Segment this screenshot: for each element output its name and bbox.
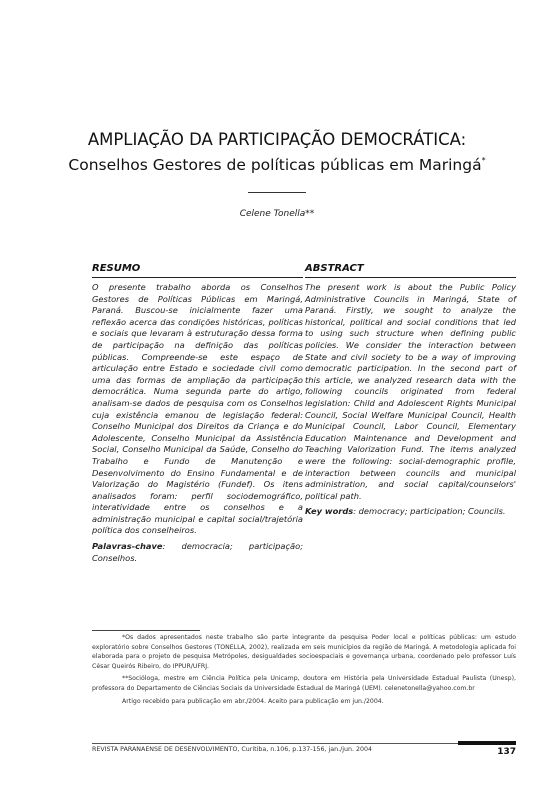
resumo-keywords (92, 541, 303, 564)
footnote-2: **Socióloga, mestre em Ciência Política pela Unicamp, doutora em História pela Universidade Estadual Paulista (Unesp), professora do Departamento de Ciências Sociais da Universidade Estadual de Maringá (UEM). celenetonella@yahoo.com.br (92, 675, 516, 692)
footer-rule (92, 743, 516, 744)
title-divider (248, 192, 306, 193)
abstract-heading: ABSTRACT (305, 263, 516, 278)
title-footnote-mark: * (481, 156, 486, 165)
page-number: 137 (497, 747, 516, 757)
author-name: Celene Tonella** (239, 209, 315, 219)
abstract-keywords (305, 506, 516, 518)
article-subtitle: Conselhos Gestores de políticas públicas em Maringá (68, 156, 482, 174)
resumo-body: O presente trabalho aborda os Conselhos Gestores de Políticas Públicas em Maringá, Paraná. Buscou-se inicialmente fazer uma reflexão acerca das condições históricas, políticas e sociais que levaram à estruturação dessa forma de participação na definição das políticas públicas. Compreende-se este espaço de articulação entre Estado e sociedade civil como uma das formas de ampliação da participação democrática. Numa segunda parte do artigo, analisam-se dados de pesquisa com os Conselhos cuja existência emanou de legislação federal: Conselho Municipal dos Direitos da Criança e do Adolescente, Conselho Municipal da Assistência Social, Conselho Municipal da Saúde, Conselho do Trabalho e Fundo de Manutenção e Desenvolvimento do Ensino Fundamental e de Valorização do Magistério (Fundef). Os itens analisados foram: perfil sociodemográfico, interatividade entre os conselhos e a administração municipal e capital social/trajetória política dos conselheiros. (92, 282, 303, 536)
abstract-body: The present work is about the Public Policy Administrative Councils in Maringá, State of Paraná. Firstly, we sought to analyze the historical, political and social conditions that led to using such structure when defining public policies. We consider the interaction between State and civil society to be a way of improving democratic participation. In the second part of this article, we analyzed research data with the following councils originated from federal legislation: Child and Adolescent Rights Municipal Council, Social Welfare Municipal Council, Health Municipal Council, Labor Council, Elementary Education Maintenance and Development and Teaching Valorization Fund. The items analyzed were the following: social-demographic profile, interaction between councils and municipal administration, and social capital/counselors' political path. (305, 282, 516, 501)
footnote-1: *Os dados apresentados neste trabalho são parte integrante da pesquisa Poder local e políticas públicas: um estudo exploratório sobre Conselhos Gestores (TONELLA, 2002), realizada em seis municípios da região de Maringá. A metodologia aplicada foi elaborada para o projeto de pesquisa Metrópoles, desigualdades socioespaciais e governança urbana, coordenado pelo professor Luís César Queirós Ribeiro, do IPPUR/UFRJ. (92, 634, 516, 670)
footnotes (92, 633, 516, 709)
abstract-keywords-text: : democracy; participation; Councils. (353, 506, 506, 517)
resumo-column (92, 263, 303, 564)
journal-citation: REVISTA PARANAENSE DE DESENVOLVIMENTO, Curitiba, n.106, p.137-156, jan./jun. 2004 (92, 746, 373, 753)
abstract-keywords-label: Key words (305, 506, 354, 517)
page-number-bar (458, 741, 516, 745)
received-note: Artigo recebido para publicação em abr./2004. Aceito para publicação em jun./2004. (122, 697, 384, 705)
footnote-divider (92, 630, 200, 631)
article-title-line-2 (0, 156, 554, 174)
abstract-column (305, 263, 516, 518)
resumo-keywords-text: : democracia; participação; Conselhos. (92, 541, 303, 563)
article-title-line-1: AMPLIAÇÃO DA PARTICIPAÇÃO DEMOCRÁTICA: (87, 130, 467, 149)
resumo-keywords-label: Palavras-chave (92, 541, 163, 552)
resumo-heading: RESUMO (92, 263, 303, 278)
